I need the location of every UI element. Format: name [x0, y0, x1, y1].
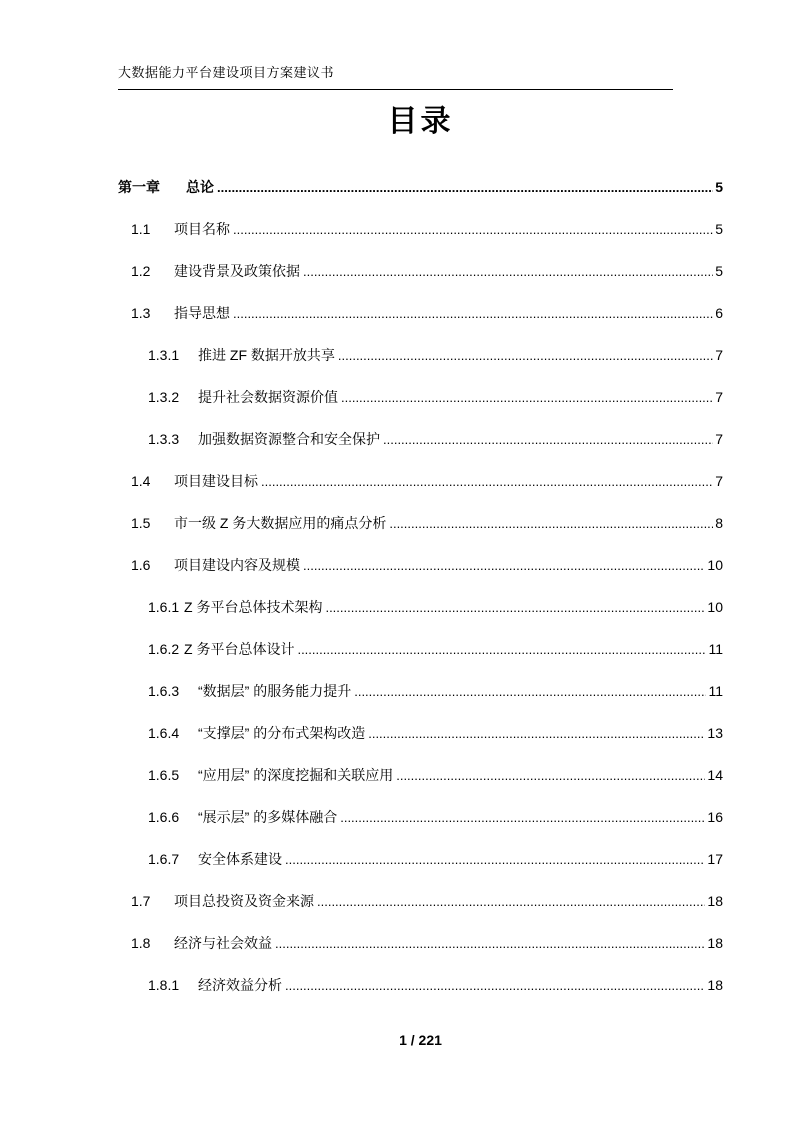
dot-leader [389, 503, 713, 545]
dot-leader [340, 797, 705, 839]
toc-entry-title: 项目名称 [174, 221, 230, 237]
content-area [118, 0, 723, 1048]
header-title: 大数据能力平台建设项目方案建议书 [118, 65, 335, 80]
toc-entry[interactable] [118, 796, 723, 838]
toc-entry-number: 1.6.6 [148, 809, 180, 825]
toc-entry-number: 1.6 [131, 557, 151, 573]
toc-entry-number: 1.6.3 [148, 683, 180, 699]
toc-entry-page: 10 [707, 557, 723, 573]
dot-leader [383, 419, 713, 461]
toc-entry-page: 8 [715, 515, 723, 531]
toc-entry-page: 18 [707, 935, 723, 951]
toc-entry-number: 1.3.2 [148, 389, 180, 405]
toc-entry-number: 1.3.1 [148, 347, 180, 363]
dot-leader [341, 377, 713, 419]
toc-entry[interactable] [118, 964, 723, 1006]
toc-entry[interactable] [118, 838, 723, 880]
toc-entry-number: 1.3 [131, 305, 151, 321]
toc-entry-page: 16 [707, 809, 723, 825]
toc-entry-page: 11 [708, 683, 723, 699]
page-number-indicator: 1 / 221 [399, 1032, 442, 1048]
page-title: 目录 [387, 105, 454, 138]
dot-leader [396, 755, 705, 797]
toc-entry[interactable] [118, 166, 723, 208]
toc-entry-number: 1.8.1 [148, 977, 180, 993]
table-of-contents [118, 166, 723, 1006]
toc-entry-title: 项目总投资及资金来源 [174, 893, 314, 909]
toc-entry-page: 7 [715, 389, 723, 405]
toc-entry-title: 指导思想 [174, 305, 230, 321]
dot-leader [325, 587, 705, 629]
toc-entry-page: 18 [707, 977, 723, 993]
toc-entry-number: 1.6.1 [148, 599, 180, 615]
toc-entry-title: 项目建设目标 [174, 473, 258, 489]
toc-entry-number: 1.8 [131, 935, 151, 951]
dot-leader [233, 209, 713, 251]
toc-entry-page: 14 [707, 767, 723, 783]
dot-leader [233, 293, 713, 335]
toc-entry-title: 加强数据资源整合和安全保护 [198, 431, 380, 447]
toc-entry-title: 项目建设内容及规模 [174, 557, 300, 573]
dot-leader [338, 335, 713, 377]
dot-leader [354, 671, 706, 713]
toc-entry-title: 安全体系建设 [198, 851, 282, 867]
toc-entry-page: 7 [715, 473, 723, 489]
toc-entry-page: 7 [715, 431, 723, 447]
toc-entry-title: “数据层” 的服务能力提升 [198, 683, 352, 699]
toc-entry-page: 17 [707, 851, 723, 867]
toc-entry-number: 1.6.2 [148, 641, 180, 657]
toc-entry-page: 11 [708, 641, 723, 657]
toc-entry[interactable] [118, 880, 723, 922]
dot-leader [303, 251, 713, 293]
toc-entry-page: 5 [715, 179, 723, 195]
dot-leader [217, 167, 713, 209]
toc-entry-title: 提升社会数据资源价值 [198, 389, 338, 405]
toc-entry[interactable] [118, 250, 723, 292]
toc-entry[interactable] [118, 208, 723, 250]
toc-entry-title: 总论 [186, 179, 214, 195]
toc-entry[interactable] [118, 628, 723, 670]
toc-entry-number: 1.1 [131, 221, 151, 237]
dot-leader [285, 839, 705, 881]
toc-entry-title: 市一级 Z 务大数据应用的痛点分析 [174, 515, 387, 531]
toc-entry-number: 1.3.3 [148, 431, 180, 447]
toc-entry[interactable] [118, 712, 723, 754]
dot-leader [285, 965, 705, 1007]
toc-entry[interactable] [118, 922, 723, 964]
toc-entry-number: 第一章 [118, 179, 160, 195]
dot-leader [297, 629, 706, 671]
toc-entry-page: 5 [715, 263, 723, 279]
toc-entry[interactable] [118, 334, 723, 376]
toc-entry[interactable] [118, 754, 723, 796]
toc-entry-title: Z 务平台总体技术架构 [184, 599, 323, 615]
toc-entry-page: 5 [715, 221, 723, 237]
dot-leader [261, 461, 713, 503]
toc-entry-title: 建设背景及政策依据 [174, 263, 300, 279]
toc-entry[interactable] [118, 670, 723, 712]
toc-entry[interactable] [118, 586, 723, 628]
toc-entry-page: 10 [707, 599, 723, 615]
toc-entry-number: 1.7 [131, 893, 151, 909]
toc-entry[interactable] [118, 502, 723, 544]
toc-entry[interactable] [118, 544, 723, 586]
toc-entry-page: 7 [715, 347, 723, 363]
toc-entry[interactable] [118, 292, 723, 334]
toc-entry-number: 1.5 [131, 515, 151, 531]
toc-entry-title: 经济与社会效益 [174, 935, 272, 951]
toc-entry-title: “支撑层” 的分布式架构改造 [198, 725, 366, 741]
toc-entry-number: 1.4 [131, 473, 151, 489]
toc-entry-title: 经济效益分析 [198, 977, 282, 993]
dot-leader [303, 545, 705, 587]
toc-entry[interactable] [118, 460, 723, 502]
toc-entry-number: 1.6.7 [148, 851, 180, 867]
toc-entry-title: 推进 ZF 数据开放共享 [198, 347, 335, 363]
toc-entry-page: 18 [707, 893, 723, 909]
toc-entry[interactable] [118, 376, 723, 418]
toc-entry-number: 1.6.5 [148, 767, 180, 783]
dot-leader [368, 713, 705, 755]
toc-entry-page: 6 [715, 305, 723, 321]
toc-entry-number: 1.2 [131, 263, 151, 279]
dot-leader [317, 881, 705, 923]
toc-entry-title: Z 务平台总体设计 [184, 641, 295, 657]
dot-leader [275, 923, 705, 965]
toc-entry-number: 1.6.4 [148, 725, 180, 741]
toc-entry-title: “应用层” 的深度挖掘和关联应用 [198, 767, 394, 783]
toc-entry-page: 13 [707, 725, 723, 741]
toc-entry[interactable] [118, 418, 723, 460]
toc-entry-title: “展示层” 的多媒体融合 [198, 809, 338, 825]
